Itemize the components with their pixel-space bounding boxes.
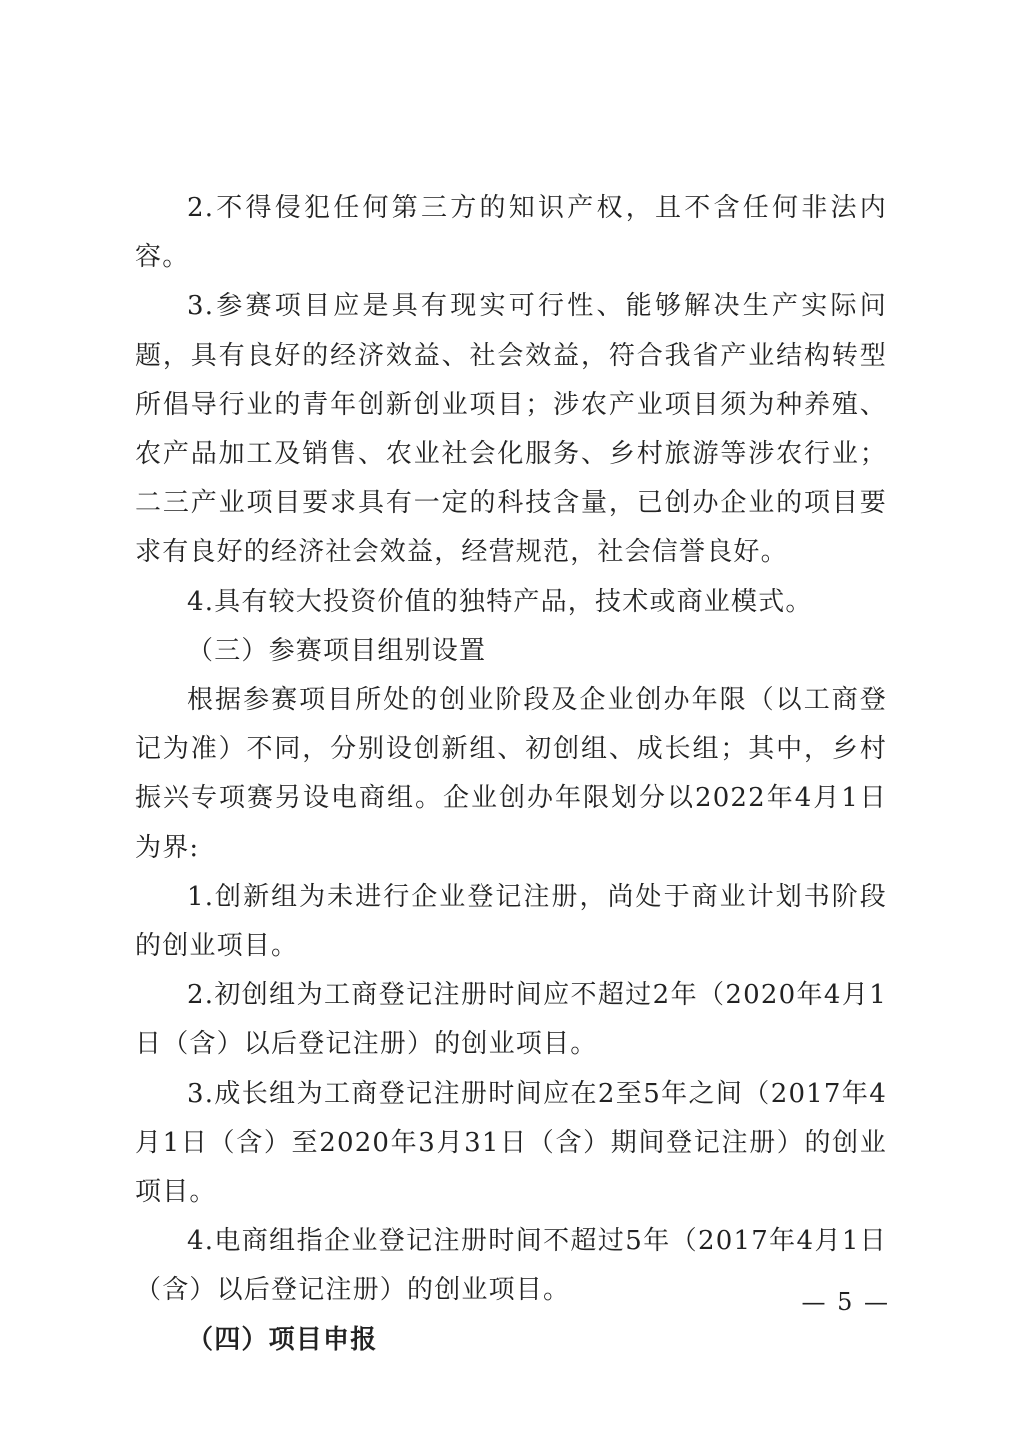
paragraph-group-ecommerce: 4.电商组指企业登记注册时间不超过5年（2017年4月1日（含）以后登记注册）的创业项目。 bbox=[135, 1226, 887, 1306]
paragraph-group-growth: 3.成长组为工商登记注册时间应在2至5年之间（2017年4月1日（含）至2020年3月31日（含）期间登记注册）的创业项目。 bbox=[135, 1078, 887, 1208]
page-number: — 5 — bbox=[801, 1288, 890, 1316]
paragraph-item-2-ip: 2.不得侵犯任何第三方的知识产权，且不含任何非法内容。 bbox=[135, 193, 887, 273]
document-body bbox=[135, 184, 887, 1365]
paragraph-group-intro: 根据参赛项目所处的创业阶段及企业创办年限（以工商登记为准）不同，分别设创新组、初创组、成长组；其中，乡村振兴专项赛另设电商组。企业创办年限划分以2022年4月1日为界: bbox=[135, 685, 887, 863]
paragraph-group-innovation: 1.创新组为未进行企业登记注册，尚处于商业计划书阶段的创业项目。 bbox=[135, 881, 887, 962]
paragraph-item-4-investment: 4.具有较大投资价值的独特产品，技术或商业模式。 bbox=[187, 586, 813, 617]
section-heading-3: （三）参赛项目组别设置 bbox=[187, 635, 487, 666]
paragraph-group-startup: 2.初创组为工商登记注册时间应不超过2年（2020年4月1日（含）以后登记注册）的创业项目。 bbox=[135, 980, 887, 1060]
paragraph-item-3-feasibility: 3.参赛项目应是具有现实可行性、能够解决生产实际问题，具有良好的经济效益、社会效益，符合我省产业结构转型所倡导行业的青年创新创业项目；涉农产业项目须为种养殖、农产品加工及销售、农业社会化服务、乡村旅游等涉农行业；二三产业项目要求具有一定的科技含量，已创办企业的项目要求有良好的经济社会效益，经营规范，社会信誉良好。 bbox=[135, 291, 887, 568]
section-heading-4: （四）项目申报 bbox=[187, 1324, 378, 1355]
